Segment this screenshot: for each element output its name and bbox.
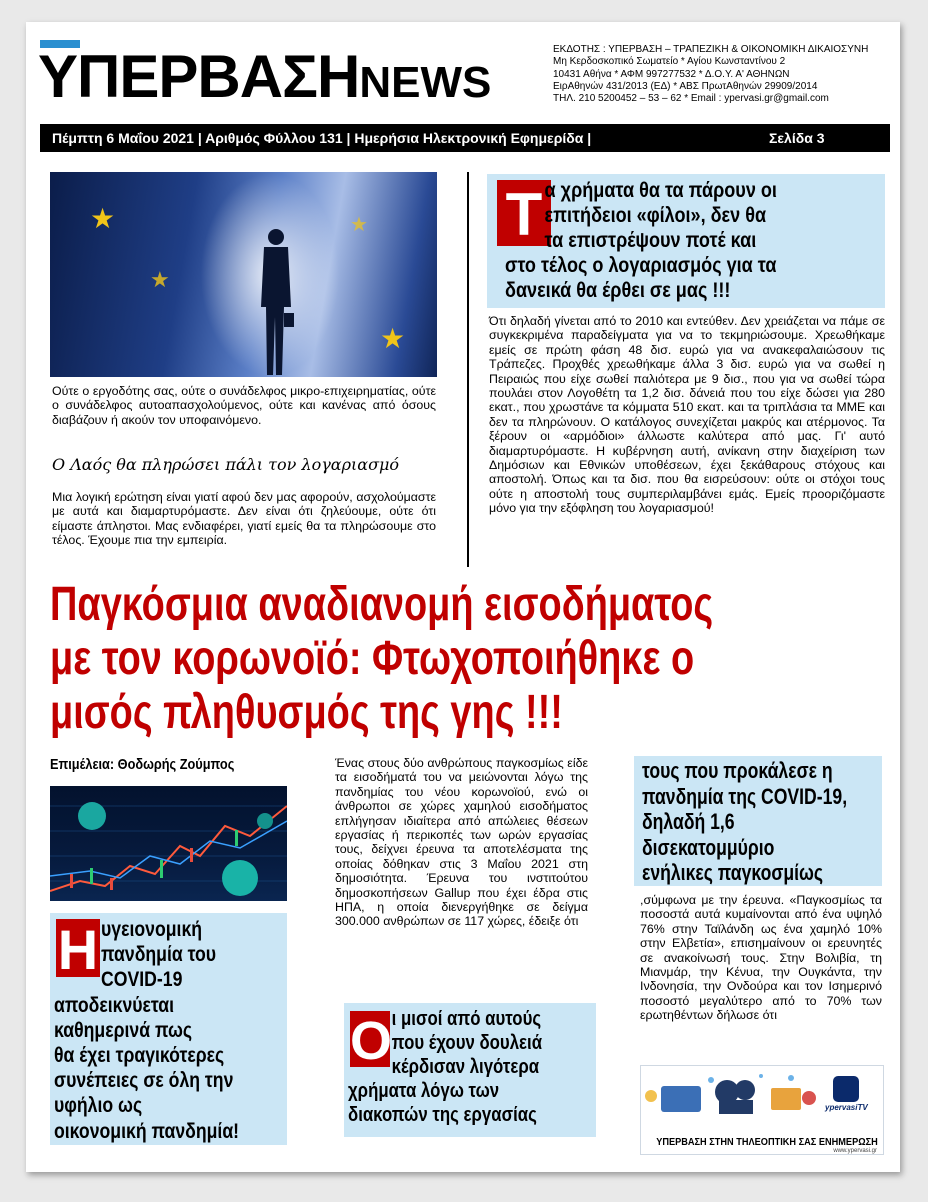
issue-info-bar: [40, 124, 890, 152]
pullquote-line: COVID-19: [101, 968, 183, 992]
main-story-body-middle: Ένας στους δύο ανθρώπους παγκοσμίως είδε τα εισοδήματά του να μειώνονται λόγω της πανδημίας του νέου κορωνοϊού, ενώ οι άνθρωποι σε χώρες χαμηλού εισοδήματος επλήγησαν ιδιαίτερα από απώλειες θέσεων εργασίας ή περικοπές των ωρών εργασίας τους, δείχνει έρευνα τα αποτελέσματα της οποίας δόθηκαν στις 3 Μαΐου 2021 στη δημοσιότητα. Έρευνα του ινστιτούτου δημοσκοπήσεων Gallup που έχει έδρα στις ΗΠΑ, η οποία διενεργήθηκε σε δείγμα 300.000 ανθρώπων σε 117 χώρες, έδειξε ότι: [335, 756, 588, 929]
pullquote-line: κέρδισαν λιγότερα: [391, 1056, 540, 1078]
eu-star-icon: ★: [90, 203, 116, 234]
column-divider: [467, 172, 469, 567]
pullquote-line: ι μισοί από αυτούς: [391, 1008, 542, 1030]
logo-main-text: ΥΠΕΡΒΑΣΗ: [38, 43, 360, 110]
headline-line: τα επιστρέψουν ποτέ και: [544, 229, 757, 252]
article2-body: Ότι δηλαδή γίνεται από το 2010 και εντεύθεν. Δεν χρειάζεται να πάμε σε συγκεκριμένα παραδείγματα για να το τεκμηριώσουμε. Χρεωθήκαμε εμείς σε πρώτη φάση 48 δισ. ευρώ για να ανακεφαλαιώσουν τις Τράπεζες. Προχθές χρεωθήκαμε άλλα 3 δισ. ευρώ για να σωθεί η Πειραιώς που είχε σωθεί παλιότερα με 9 δισ., που για να σωθεί τώρα πουλάει στον Λογοθέτη τα 1,2 δισ. δάνειά που του είχε δώσει για 280 εκατ., που χρωστάνε τα κόμματα 510 εκατ. και τα τριπλάσια τα ΜΜΕ και δεν τα πληρώνουν. Ο κατάλογος συνεχίζεται μακρύς και ατέρμονος. Τα ξέρουν οι «αρμόδιοι» άλλωστε καλύτερα από μας. Γι' αυτό διαμαρτυρόμαστε. Η κυβέρνηση αυτή, ανίκανη στην διαχείριση των Δημόσιων και Εθνικών υποθέσεων, έχει ξεκάθαρους στόχους και αποστολή. Όπως και τα δισ. που θα εισρεύσουν: ούτε οι στόχοι τους ούτε η αποστολή τους συμπεριλαμβάνει εμάς. Εμείς προοριζόμαστε μόνο για την εξόφληση του λογαριασμού!: [489, 314, 885, 516]
stock-chart-graphic: [50, 786, 287, 901]
editor-credit: Επιμέλεια: Θοδωρής Ζούμπος: [50, 756, 235, 773]
article1-subhead: Ο Λαός θα πληρώσει πάλι τον λογαριασμό: [52, 455, 400, 474]
headline-line: επιτήδειοι «φίλοι», δεν θα: [544, 204, 767, 227]
coronavirus-icon: [78, 802, 273, 896]
eu-star-icon: ★: [380, 323, 406, 354]
businessman-silhouette-icon: [258, 227, 294, 377]
logo-wordmark: [38, 42, 491, 118]
pullquote-line: τους που προκάλεσε η: [642, 758, 833, 783]
pullquote-line: υγειονομική: [101, 918, 203, 941]
pullquote-line: καθημερινά πως: [54, 1018, 193, 1042]
logo-news-text: NEWS: [359, 58, 492, 107]
main-headline-line: Παγκόσμια αναδιανομή εισοδήματος: [50, 578, 714, 631]
pullquote3-text: [642, 758, 847, 886]
article2-headline-box: [487, 174, 885, 308]
pullquote1-text: [54, 917, 239, 1144]
publisher-line: Μη Κερδοσκοπικό Σωματείο * Αγίου Κωνσταντίνου 2: [553, 56, 786, 68]
pullquote-line: δηλαδή 1,6: [642, 809, 735, 834]
pullquote-line: ενήλικες παγκοσμίως: [642, 860, 824, 885]
pullquote-billion-adults-box: [634, 756, 882, 886]
pullquote-pandemic-box: [50, 913, 287, 1145]
publisher-line: ΤΗΛ. 210 5200452 – 53 – 62 * Email : ypervasi.gr@gmail.com: [553, 93, 829, 105]
main-headline-line: με τον κορωνοϊό: Φτωχοποιήθηκε ο: [50, 632, 695, 685]
pullquote1-dropcap: Η: [57, 918, 99, 981]
eu-star-icon: ★: [150, 267, 170, 292]
pullquote-line: οικονομική πανδημία!: [54, 1119, 240, 1143]
headline-line: δανεικά θα έρθει σε μας !!!: [505, 279, 731, 302]
main-headline-line: μισός πληθυσμός της γης !!!: [50, 686, 563, 739]
pullquote-line: διακοπών της εργασίας: [348, 1104, 537, 1126]
issue-details: Πέμπτη 6 Μαΐου 2021 | Αριθμός Φύλλου 131 | Ημερήσια Ηλεκτρονική Εφημερίδα |: [52, 130, 592, 146]
pullquote-line: χρήματα λόγω των: [348, 1080, 500, 1102]
eu-star-icon: ★: [350, 214, 368, 236]
ad-url[interactable]: www.ypervasi.gr: [833, 1148, 877, 1154]
page-number: Σελίδα 3: [769, 130, 825, 146]
main-headline: [50, 578, 714, 740]
pullquote-line: αποδεικνύεται: [54, 993, 175, 1017]
pullquote-line: θα έχει τραγικότερες: [54, 1044, 225, 1068]
article1-intro: Ούτε ο εργοδότης σας, ούτε ο συνάδελφος μικρο-επιχειρηματίας, ούτε ο συνάδελφος αυτοαπασχολούμενος, ούτε και κανένας από όσους διαβάζουν ή ακούν τον υποφαινόμενο.: [52, 384, 436, 427]
headline-line: στο τέλος ο λογαριασμός για τα: [505, 254, 777, 277]
publisher-line: 10431 Αθήνα * ΑΦΜ 997277532 * Δ.Ο.Υ. Α' ΑΘΗΝΩΝ: [553, 68, 790, 80]
ad-brand: ypervasiTV: [825, 1103, 868, 1112]
headline-line: α χρήματα θα τα πάρουν οι: [544, 179, 777, 202]
article2-dropcap: Τ: [497, 180, 551, 246]
pullquote2-dropcap: Ο: [350, 1011, 393, 1071]
pullquote-workers-box: [344, 1003, 596, 1137]
main-story-body-right: ,σύμφωνα με την έρευνα. «Παγκοσμίως τα ποσοστά αυτά κυμαίνονται από ένα υψηλό 76% στην Ταϊλάνδη ως ένα χαμηλό 10% στην Ελβετία», επισημαίνουν οι ερευνητές σε ανακοίνωσή τους. Στην Βολιβία, τη Μιανμάρ, την Κένυα, την Ουγκάντα, την Ινδονησία, την Ονδούρα και τον Ισημερινό ποσοστό μεγαλύτερο από το 70% των ερωτηθέντων δήλωσε ότι: [640, 893, 882, 1023]
covid-market-chart-photo: [50, 786, 287, 901]
ypervasi-tv-logo-icon: [833, 1076, 859, 1102]
ypervasi-tv-ad[interactable]: [640, 1065, 884, 1155]
pullquote-line: δισεκατομμύριο: [642, 834, 775, 860]
article2-headline: [505, 178, 777, 303]
masthead-logo: [36, 40, 490, 116]
eu-businessman-photo: [50, 172, 437, 377]
ad-caption: ΥΠΕΡΒΑΣΗ ΣΤΗΝ ΤΗΛΕΟΠΤΙΚΗ ΣΑΣ ΕΝΗΜΕΡΩΣΗ: [656, 1137, 878, 1148]
publisher-line: ΕΚΔΟΤΗΣ : ΥΠΕΡΒΑΣΗ – ΤΡΑΠΕΖΙΚΗ & ΟΙΚΟΝΟΜΙΚΗ ΔΙΚΑΙΟΣΥΝΗ: [553, 44, 869, 55]
article1-body: Μια λογική ερώτηση είναι γιατί αφού δεν μας αφορούν, ασχολούμαστε με αυτά και διαμαρτυρόμαστε. Δεν είναι ότι ζηλεύουμε, ούτε ότι είμαστε άπληστοι. Μας ενδιαφέρει, γιατί εμείς θα τα πληρώσουμε στο τέλος. Έχουμε πια την εμπειρία.: [52, 490, 436, 548]
pullquote-line: υφήλιο ως: [54, 1094, 143, 1118]
publisher-line: ΕιρΑθηνών 431/2013 (ΕΔ) * ΑΒΣ ΠρωτΑθηνών 29909/2014: [553, 80, 818, 92]
pullquote-line: συνέπειες σε όλη την: [54, 1069, 234, 1093]
pullquote-line: πανδημία του: [101, 943, 217, 967]
pullquote-line: που έχουν δουλειά: [391, 1032, 543, 1054]
pullquote2-text: [348, 1007, 542, 1127]
pullquote-line: πανδημία της COVID-19,: [642, 783, 848, 809]
publisher-info: [553, 44, 893, 105]
